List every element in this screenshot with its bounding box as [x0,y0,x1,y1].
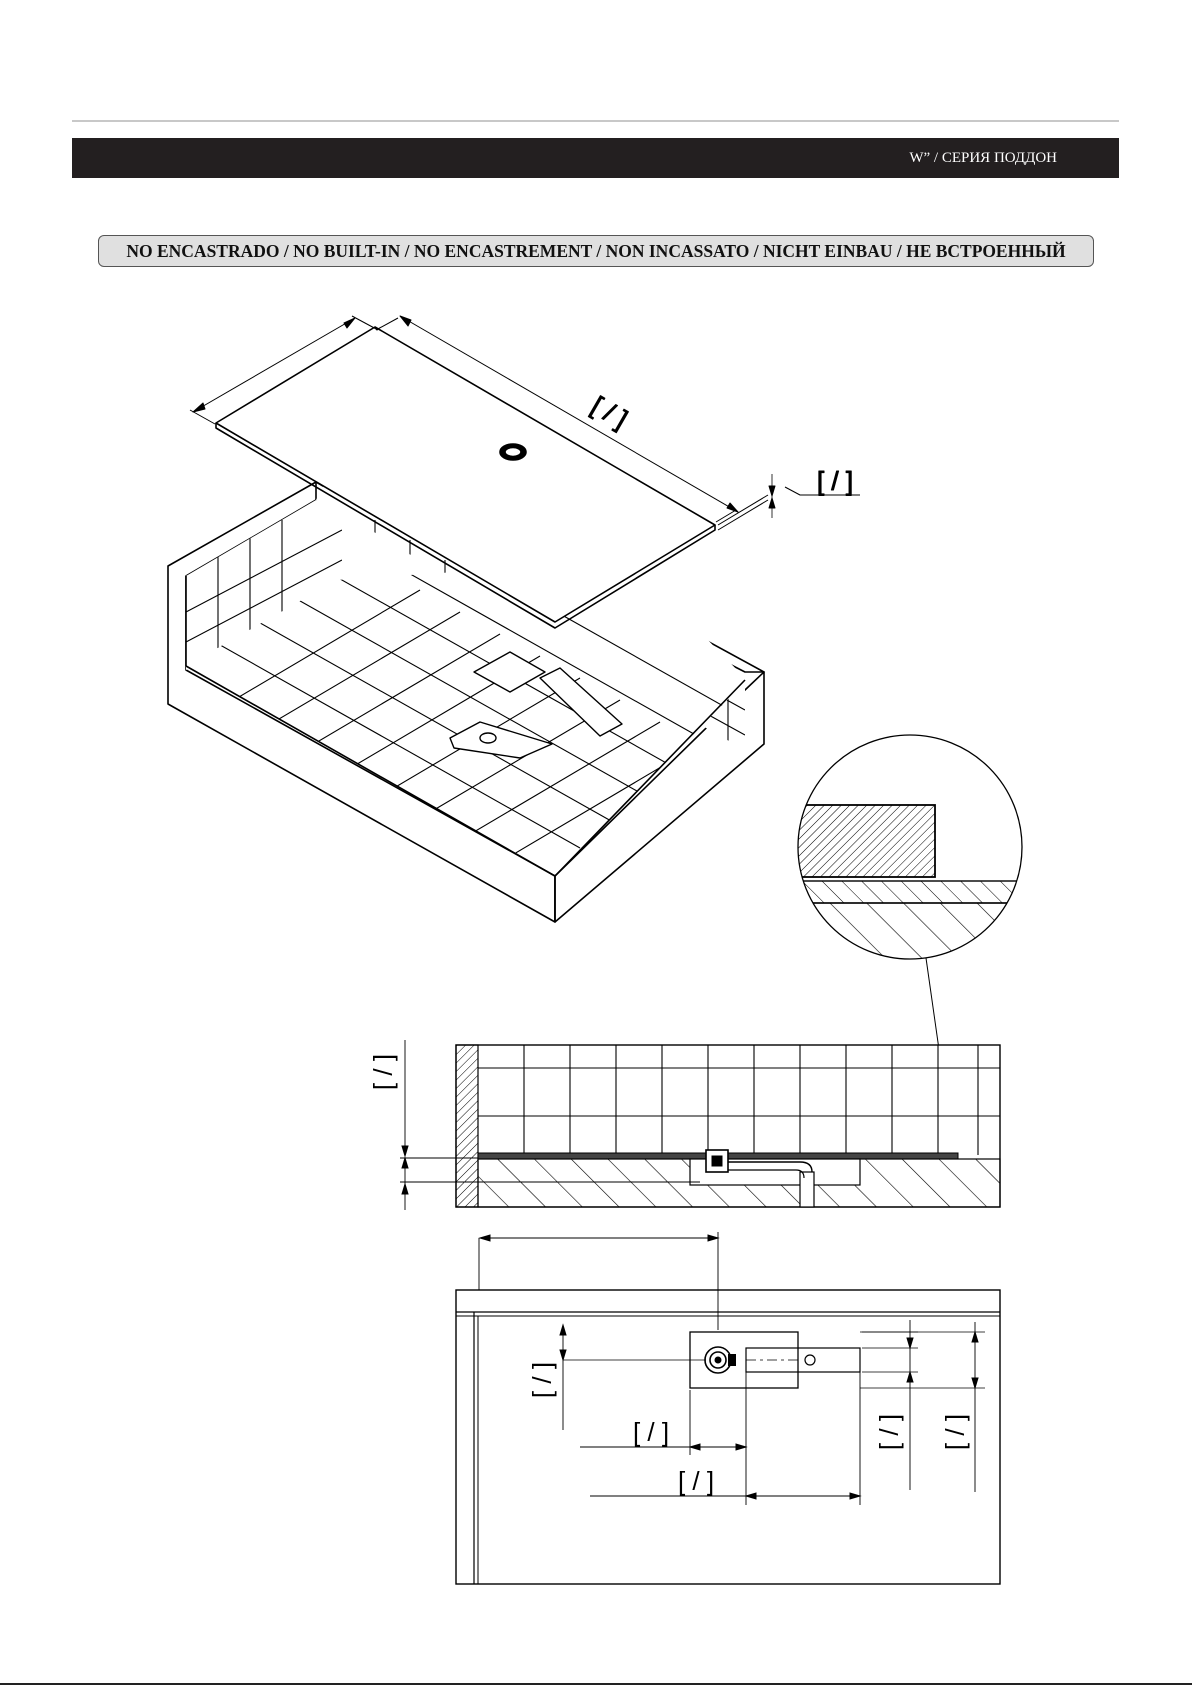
installation-type-label: NO ENCASTRADO / NO BUILT-IN / NO ENCASTREMENT / NON INCASSATO / NICHT EINBAU / НЕ ВСТРОЕННЫЙ [126,241,1066,261]
channel-width-label: [ / ] [874,1413,904,1451]
drain-offset-vertical-label: [ / ] [527,1361,557,1399]
channel-length-label: [ / ] [677,1466,715,1496]
section-height-label: [ / ] [368,1053,398,1091]
section-height-dimension [368,1054,398,1090]
drain-body-width-label: [ / ] [940,1413,970,1451]
plan-view [456,1232,1000,1584]
header-title: W” / СЕРИЯ ПОДДОН [909,150,1057,166]
section-view [400,1040,1000,1210]
length-dimension-label: [ / ] [586,390,633,435]
drain-width-label: [ / ] [632,1417,670,1447]
thickness-dimension-label: [ / ] [816,466,854,496]
isometric-view [150,316,860,922]
